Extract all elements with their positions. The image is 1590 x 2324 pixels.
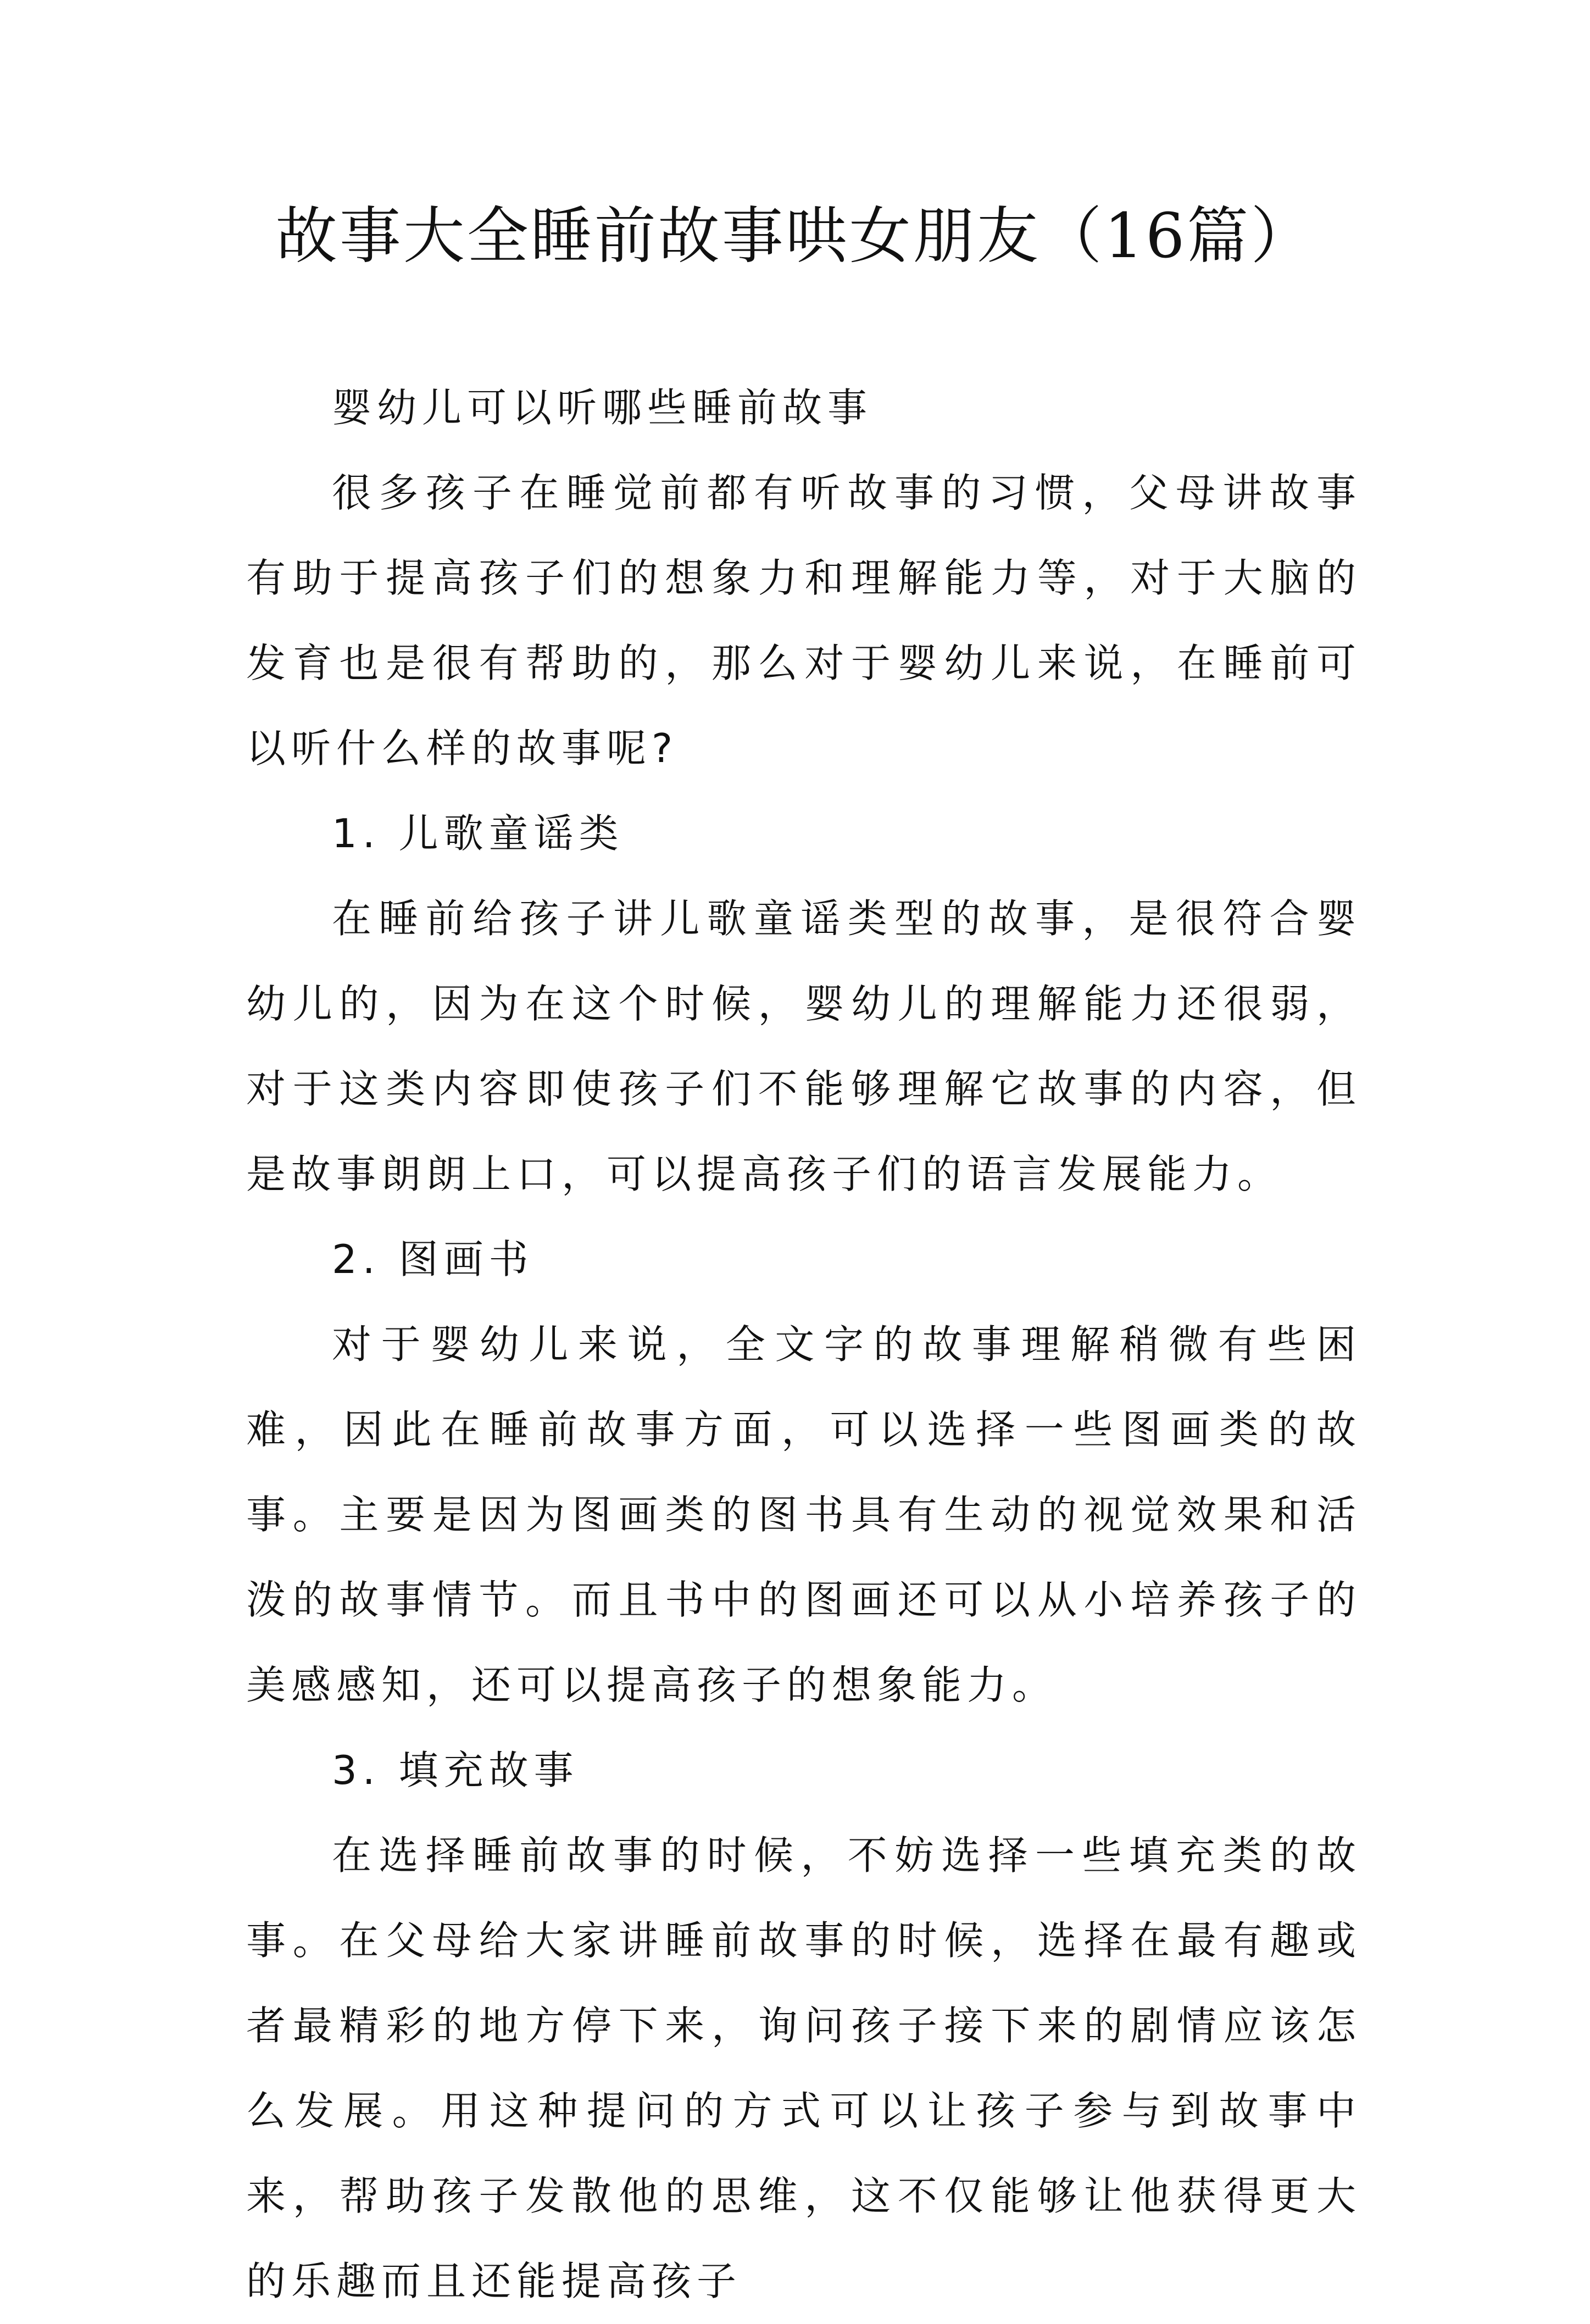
subheading-fill-in-stories: 3. 填充故事 xyxy=(332,1747,579,1793)
subheading-infant-bedtime-stories: 婴幼儿可以听哪些睡前故事 xyxy=(332,385,873,431)
paragraph-fill-in-stories: 在选择睡前故事的时候，不妨选择一些填充类的故事。在父母给大家讲睡前故事的时候，选择在最有趣或者最精彩的地方停下来，询问孩子接下来的剧情应该怎么发展。用这种提问的方式可以让孩子参与到故事中来，帮助孩子发散他的思维，这不仅能够让他获得更大的乐趣而且还能提高孩子 xyxy=(246,1832,1361,2304)
document-body xyxy=(246,365,1361,2324)
document-title: 故事大全睡前故事哄女朋友（16篇） xyxy=(275,201,1315,272)
paragraph-nursery-rhymes: 在睡前给孩子讲儿歌童谣类型的故事，是很符合婴幼儿的，因为在这个时候，婴幼儿的理解能力还很弱，对于这类内容即使孩子们不能够理解它故事的内容，但是故事朗朗上口，可以提高孩子们的语言发展能力。 xyxy=(246,896,1361,1197)
paragraph-intro: 很多孩子在睡觉前都有听故事的习惯，父母讲故事有助于提高孩子们的想象力和理解能力等，对于大脑的发育也是很有帮助的，那么对于婴幼儿来说，在睡前可以听什么样的故事呢? xyxy=(246,470,1361,771)
subheading-nursery-rhymes: 1. 儿歌童谣类 xyxy=(332,810,624,857)
subheading-picture-books: 2. 图画书 xyxy=(332,1236,534,1282)
paragraph-picture-books: 对于婴幼儿来说，全文字的故事理解稍微有些困难，因此在睡前故事方面，可以选择一些图画类的故事。主要是因为图画类的图书具有生动的视觉效果和活泼的故事情节。而且书中的图画还可以从小培养孩子的美感感知，还可以提高孩子的想象能力。 xyxy=(246,1321,1361,1708)
